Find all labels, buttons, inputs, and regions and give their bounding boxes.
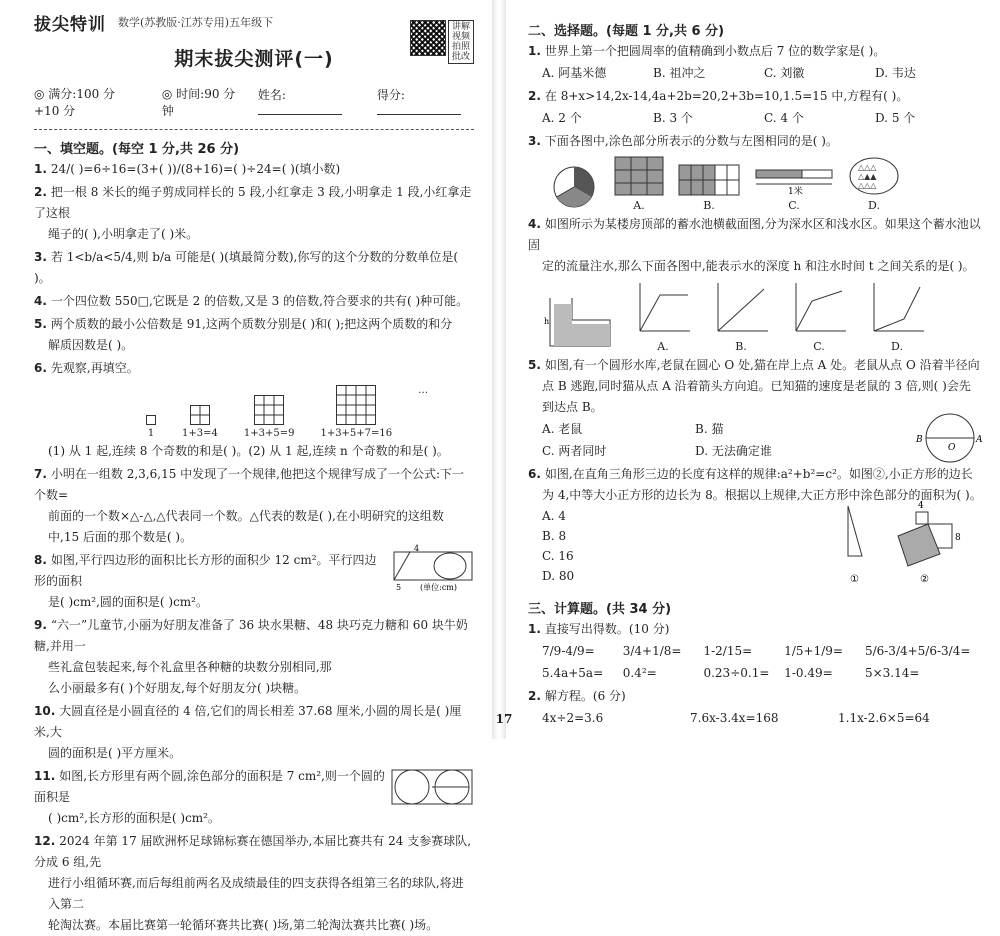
header	[34, 8, 474, 36]
question-6-blanks: (1) 从 1 起,连续 8 个奇数的和是( )。(2) 从 1 起,连续 n 个奇数的和是( )。	[48, 444, 449, 458]
question-9: 9. “六一”儿童节,小丽为好朋友准备了 36 块水果糖、48 块巧克力糖和 60 块牛奶糖,并用一 些礼盒包装起来,每个礼盒里各种糖的块数分别相同,那 么小丽最多有( )个好朋友,每个好朋友分( )块糖。	[34, 618, 468, 695]
grid-1: 1	[146, 415, 156, 439]
svg-text:①: ①	[850, 574, 859, 585]
question-6: 6. 先观察,再填空。	[34, 361, 139, 375]
choice-6: 6. 如图,在直角三角形三边的长度有这样的规律:a²+b²=c²。如图②,小正方形的边长 为 4,中等大小正方形的边长为 8。根据以上规律,大正方形中涂色部分的面积为( )。	[528, 467, 982, 502]
question-5: 5. 两个质数的最小公倍数是 91,这两个质数分别是( )和( );把这两个质数的和分 解质因数是( )。	[34, 317, 453, 352]
svg-text:4: 4	[918, 501, 924, 511]
unit-label: (单位:cm)	[420, 583, 458, 592]
question-2: 2. 把一根 8 米长的绳子剪成同样长的 5 段,小红拿走 3 段,小明拿走 1 段,小红拿走了这根 绳子的( ),小明拿走了( )米。	[34, 185, 472, 241]
option-b-figure: B.	[678, 164, 740, 212]
name-field[interactable]	[258, 103, 342, 115]
svg-text:△▲▲: △▲▲	[858, 172, 877, 181]
svg-text:△△△: △△△	[858, 181, 877, 190]
one-meter-label: 1米	[788, 187, 803, 197]
dim-top-label: 4	[414, 544, 420, 553]
question-4: 4. 一个四位数 550□,它既是 2 的倍数,又是 3 的倍数,符合要求的共有( )种可能。	[34, 294, 469, 308]
option-d-figure: △△△ △▲▲ △△△ D.	[848, 156, 900, 212]
graph-c: C.	[790, 281, 848, 353]
question-3: 3. 若 1<b/a<5/4,则 b/a 可能是( )(填最简分数),你写的这个分数的分数单位是( )。	[34, 250, 459, 285]
graph-a: A.	[634, 281, 692, 353]
section-3-heading: 三、计算题。(共 34 分)	[528, 602, 672, 617]
calc-2: 2. 解方程。(6 分)	[528, 689, 626, 703]
grid-2: 1+3=4	[182, 405, 218, 439]
qr-code-icon	[410, 20, 446, 56]
svg-text:h: h	[544, 317, 550, 326]
score-field[interactable]	[377, 103, 461, 115]
qr-label: 讲解视频 拍照批改	[448, 20, 474, 64]
question-8: 8. 如图,平行四边形的面积比长方形的面积少 12 cm²。平行四边形的面积 是( )cm²,圆的面积是( )cm²。 4 5 (单位:cm)	[34, 550, 474, 613]
svg-text:B: B	[916, 435, 923, 445]
dim-bottom-label: 5	[396, 583, 402, 592]
question-12: 12. 2024 年第 17 届欧洲杯足球锦标赛在德国举办,本届比赛共有 24 支参赛球队,分成 6 组,先 进行小组循环赛,而后每组前两名及成绩最佳的四支获得各组第三名的球队,将进入第二 轮淘汰赛。本届比赛第一轮循环赛共比赛( )场,第二轮淘汰赛共比赛( )场。	[34, 834, 472, 932]
calc-2-row: 4x÷2=3.6 7.6x-3.4x=168 1.1x-2.6×5=64	[542, 711, 930, 725]
two-circles-rectangle-figure	[390, 768, 474, 806]
grid-3: 1+3+5=9	[244, 395, 295, 439]
name-label: 姓名:	[257, 88, 286, 102]
choice-6-options: A. 4 B. 8 C. 16 D. 80 ① 4 8 ②	[528, 506, 986, 590]
grid-4: 1+3+5+7=16	[320, 385, 392, 439]
graph-d: D.	[868, 281, 926, 353]
book-spine	[492, 0, 506, 739]
exam-time: ◎ 时间:90 分钟	[161, 87, 236, 118]
choice-2-options: A. 2 个 B. 3 个 C. 4 个 D. 5 个	[542, 111, 916, 125]
exam-info	[34, 85, 474, 119]
score-label: 得分:	[376, 88, 405, 102]
page-number: 17	[495, 712, 513, 726]
question-11: 11. 如图,长方形里有两个圆,涂色部分的面积是 7 cm²,则一个圆的面积是 ( )cm²,长方形的面积是( )cm²。	[34, 766, 474, 829]
choice-4: 4. 如图所示为某楼房顶部的蓄水池横截面图,分为深水区和浅水区。如果这个蓄水池以固 定的流量注水,那么下面各图中,能表示水的深度 h 和注水时间 t 之间关系的是( )。	[528, 217, 981, 273]
choice-1: 1. 世界上第一个把圆周率的值精确到小数点后 7 位的数学家是( )。	[528, 44, 886, 58]
svg-text:O: O	[948, 443, 956, 453]
svg-text:△△△: △△△	[858, 163, 877, 172]
svg-text:8: 8	[955, 533, 961, 543]
fraction-circle-figure	[548, 165, 600, 212]
question-10: 10. 大圆直径是小圆直径的 4 倍,它们的周长相差 37.68 厘米,小圆的周长是( )厘米,大 圆的面积是( )平方厘米。	[34, 704, 462, 760]
calc-1-row-2: 5.4a+5a= 0.4²= 0.23÷0.1= 1-0.49= 5×3.14=	[542, 666, 920, 680]
right-page	[506, 0, 1000, 739]
section-2-heading: 二、选择题。(每题 1 分,共 6 分)	[528, 24, 725, 39]
reservoir-figure	[546, 294, 614, 353]
pythagoras-figure	[828, 496, 968, 588]
calc-1: 1. 直接写出得数。(10 分)	[528, 622, 670, 636]
brand-logo: 拔尖特训	[34, 14, 106, 35]
choice-3-figures	[548, 156, 986, 212]
graph-b: B.	[712, 281, 770, 353]
book-subtitle: 数学(苏教版·江苏专用)五年级下	[118, 16, 274, 29]
choice-5-options: A. 老鼠 B. 猫 C. 两者同时 D. 无法确定谁 B A O	[528, 418, 986, 462]
svg-text:②: ②	[920, 574, 929, 585]
calc-1-row-1: 7/9-4/9= 3/4+1/8= 1-2/15= 1/5+1/9= 5/6-3/4+5/6-3/4=	[542, 644, 971, 658]
choice-5: 5. 如图,有一个圆形水库,老鼠在圆心 O 处,猫在岸上点 A 处。老鼠从点 O 沿着半径向 点 B 逃跑,同时猫从点 A 沿着箭头方向追。已知猫的速度是老鼠的 3 倍,则( )会先 到达点 B。	[528, 358, 980, 414]
choice-3: 3. 下面各图中,涂色部分所表示的分数与左图相同的是( )。	[528, 134, 838, 148]
question-1: 1. 24/( )=6÷16=(3+( ))/(8+16)=( )÷24=( )(填小数)	[34, 162, 341, 176]
choice-1-options: A. 阿基米德 B. 祖冲之 C. 刘徽 D. 韦达	[542, 66, 916, 80]
svg-text:A: A	[976, 435, 983, 445]
choice-4-figures	[546, 281, 986, 353]
parallelogram-circle-figure	[390, 544, 478, 594]
grid-ellipsis: …	[418, 385, 429, 396]
odd-sum-squares-figure	[146, 385, 474, 439]
question-7: 7. 小明在一组数 2,3,6,15 中发现了一个规律,他把这个规律写成了一个公式:下一个数= 前面的一个数×△-△,△代表同一个数。△代表的数是( ),在小明研究的这组数 中,15 后面的那个数是( )。	[34, 467, 465, 544]
full-score: ◎ 满分:100 分+10 分	[34, 87, 116, 118]
choice-2: 2. 在 8+x>14,2x-14,4a+2b=20,2+3b=10,1.5=15 中,方程有( )。	[528, 89, 909, 103]
section-1-heading: 一、填空题。(每空 1 分,共 26 分)	[34, 142, 240, 157]
reservoir-circle-figure	[912, 412, 988, 466]
option-a-figure: A.	[614, 156, 664, 212]
page-title: 期末拔尖测评(一)	[174, 48, 334, 70]
left-page	[0, 0, 492, 932]
divider	[34, 129, 474, 130]
option-c-figure: 1米 C.	[754, 166, 834, 212]
